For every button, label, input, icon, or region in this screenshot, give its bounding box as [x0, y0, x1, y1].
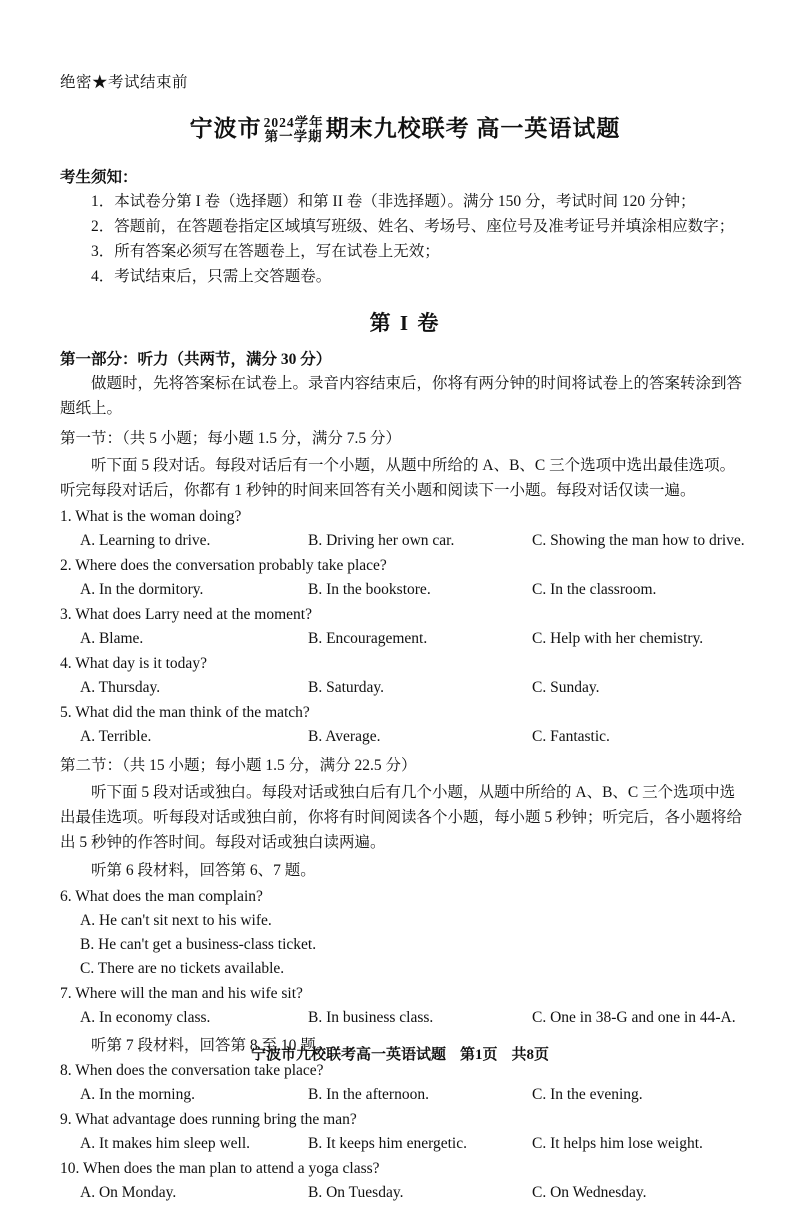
page-content: [60, 70, 750, 1205]
footer-page-number: 第1页: [459, 1047, 498, 1063]
option-b[interactable]: B. He can't get a business-class ticket.: [80, 935, 317, 953]
title-year-stack: [264, 116, 324, 144]
part-one-heading: 第一部分：听力（共两节，满分 30 分）: [60, 351, 332, 369]
option-a[interactable]: A. He can't sit next to his wife.: [80, 911, 272, 929]
footer-title: 宁波市九校联考高一英语试题: [250, 1047, 446, 1063]
question-stem: 4. What day is it today?: [60, 654, 207, 672]
option-a[interactable]: A. Terrible.: [80, 728, 152, 746]
question-stem: 8. When does the conversation take place?: [60, 1061, 324, 1079]
secret-notice: 绝密★考试结束前: [60, 74, 189, 91]
option-c[interactable]: C. In the evening.: [532, 1085, 643, 1103]
question-stem: 2. Where does the conversation probably take place?: [60, 556, 387, 574]
option-a[interactable]: A. In economy class.: [80, 1008, 211, 1026]
option-a[interactable]: A. In the dormitory.: [80, 580, 204, 598]
question-stem: 3. What does Larry need at the moment?: [60, 605, 312, 623]
question-options: [60, 627, 750, 651]
question-stem: 1. What is the woman doing?: [60, 507, 242, 525]
title-city: 宁波市: [189, 116, 262, 141]
option-c[interactable]: C. Sunday.: [532, 678, 600, 696]
title-year-top: 2024学年: [263, 114, 324, 130]
question-options: [60, 1181, 750, 1205]
question-options: [60, 529, 750, 553]
material-6-label: 听第 6 段材料，回答第 6、7 题。: [91, 862, 316, 880]
option-c[interactable]: C. Help with her chemistry.: [532, 629, 704, 647]
option-c[interactable]: C. One in 38-G and one in 44-A.: [532, 1008, 736, 1026]
option-c[interactable]: C. There are no tickets available.: [80, 959, 285, 977]
option-c[interactable]: C. It helps him lose weight.: [532, 1134, 703, 1152]
page-footer: [0, 1043, 800, 1064]
notice-list: [60, 189, 750, 289]
option-b[interactable]: B. In business class.: [308, 1008, 434, 1026]
question-stem: 7. Where will the man and his wife sit?: [60, 984, 303, 1002]
section-one-intro: 听下面 5 段对话。每段对话后有一个小题，从题中所给的 A、B、C 三个选项中选出最佳选项。听完每段对话后，你都有 1 秒钟的时间来回答有关小题和阅读下一小题。每段对话仅读一遍。: [60, 456, 736, 499]
part-one-intro: 做题时，先将答案标在试卷上。录音内容结束后，你将有两分钟的时间将试卷上的答案转涂到答题纸上。: [60, 375, 743, 418]
section-two-intro: 听下面 5 段对话或独白。每段对话或独白后有几个小题，从题中所给的 A、B、C 三个选项中选出最佳选项。听每段对话或独白前，你将有时间阅读各个小题，每小题 5 秒钟；听完后，各小题将给出 5 秒钟的作答时间。每段对话或独白读两遍。: [60, 784, 743, 852]
page-title: [60, 110, 750, 145]
option-c[interactable]: C. In the classroom.: [532, 580, 657, 598]
material-7-label: 听第 7 段材料，回答第 8 至 10 题。: [91, 1036, 332, 1054]
question-stem: 6. What does the man complain?: [60, 887, 263, 905]
question-options: [60, 1132, 750, 1156]
question-options: [60, 1006, 750, 1030]
option-a[interactable]: A. Thursday.: [80, 678, 161, 696]
option-a[interactable]: A. Blame.: [80, 629, 144, 647]
section-one-heading: 第一节：（共 5 小题；每小题 1.5 分，满分 7.5 分）: [60, 429, 402, 447]
option-b[interactable]: B. On Tuesday.: [308, 1183, 404, 1201]
question-stem: 10. When does the man plan to attend a yoga class?: [60, 1159, 380, 1177]
option-c[interactable]: C. Showing the man how to drive.: [532, 531, 745, 549]
notice-item: 3．所有答案必须写在答题卷上，写在试卷上无效；: [91, 243, 440, 261]
option-b[interactable]: B. It keeps him energetic.: [308, 1134, 467, 1152]
section-juan-1-title: 第 I 卷: [369, 311, 441, 336]
title-year-bottom: 第一学期: [264, 128, 323, 144]
footer-total-pages: 共8页: [511, 1047, 550, 1063]
question-options: [60, 725, 750, 749]
section-two-heading: 第二节：（共 15 小题；每小题 1.5 分，满分 22.5 分）: [60, 757, 417, 775]
notice-item: 1．本试卷分第 I 卷（选择题）和第 II 卷（非选择题）。满分 150 分，考试时间 120 分钟；: [91, 192, 696, 210]
option-a[interactable]: A. It makes him sleep well.: [80, 1134, 251, 1152]
question-options: [60, 578, 750, 602]
notice-item: 4．考试结束后，只需上交答题卷。: [91, 268, 332, 286]
question-options: [60, 1083, 750, 1107]
question-stem: 9. What advantage does running bring the man?: [60, 1110, 357, 1128]
question-stem: 5. What did the man think of the match?: [60, 704, 310, 721]
option-c[interactable]: C. On Wednesday.: [532, 1183, 647, 1201]
option-a[interactable]: A. On Monday.: [80, 1183, 177, 1201]
question-options: [60, 676, 750, 700]
option-b[interactable]: B. In the bookstore.: [308, 580, 431, 598]
option-c[interactable]: C. Fantastic.: [532, 728, 610, 746]
option-b[interactable]: B. Saturday.: [308, 678, 385, 696]
option-b[interactable]: B. Encouragement.: [308, 629, 428, 647]
option-b[interactable]: B. Driving her own car.: [308, 531, 455, 549]
notice-heading: 考生须知：: [60, 168, 138, 186]
option-b[interactable]: B. Average.: [308, 728, 381, 746]
option-a[interactable]: A. Learning to drive.: [80, 531, 211, 549]
notice-item: 2．答题前，在答题卷指定区域填写班级、姓名、考场号、座位号及准考证号并填涂相应数字；: [91, 218, 735, 235]
option-b[interactable]: B. In the afternoon.: [308, 1085, 429, 1103]
option-a[interactable]: A. In the morning.: [80, 1085, 195, 1103]
title-rest: 期末九校联考 高一英语试题: [325, 116, 621, 141]
